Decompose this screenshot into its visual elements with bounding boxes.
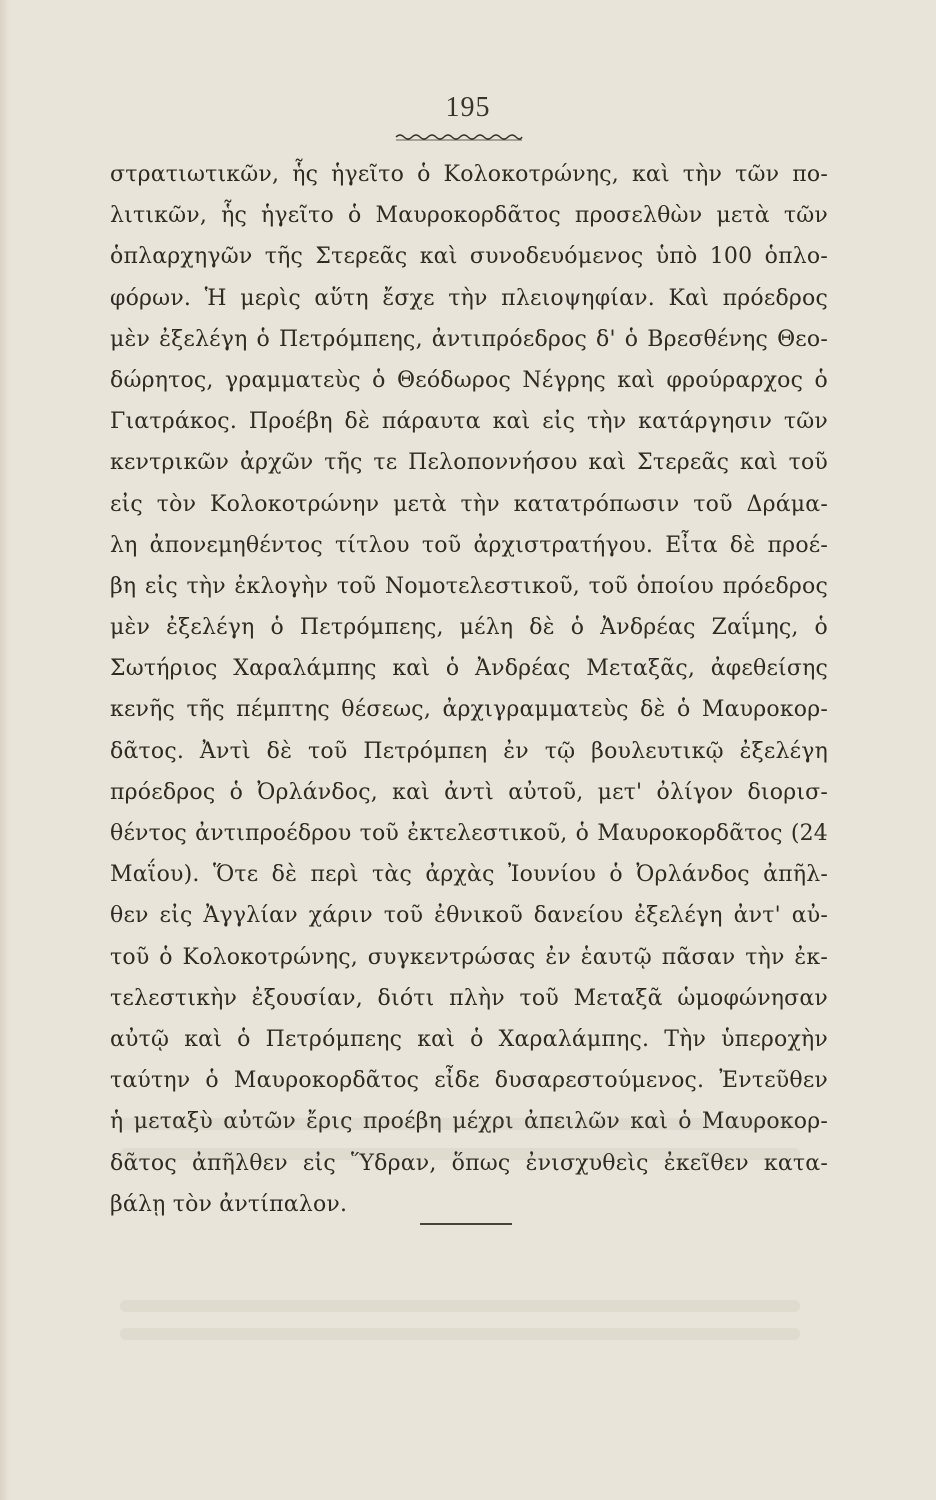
bleed-through-shadow <box>120 1118 800 1130</box>
page-edge <box>0 0 10 1500</box>
text-line: ὁπλαρχηγῶν τῆς Στερεᾶς καὶ συνοδευόμενος ὑπὸ 100 ὁπλο- <box>110 244 828 270</box>
body-text <box>110 154 828 1225</box>
text-line: στρατιωτικῶν, ἧς ἡγεῖτο ὁ Κολοκοτρώνης, καὶ τὴν τῶν πο- <box>110 162 828 187</box>
text-line: μὲν ἐξελέγη ὁ Πετρόμπεης, ἀντιπρόεδρος δ' ὁ Βρεσθένης Θεο- <box>110 326 828 352</box>
text-line: κεντρικῶν ἀρχῶν τῆς τε Πελοποννήσου καὶ Στερεᾶς καὶ τοῦ <box>110 450 828 476</box>
text-line: θέντος ἀντιπροέδρου τοῦ ἐκτελεστικοῦ, ὁ Μαυροκορδᾶτος (24 <box>110 821 828 846</box>
text-line: θεν εἰς Ἀγγλίαν χάριν τοῦ ἐθνικοῦ δανείου ἐξελέγη ἀντ' αὐ- <box>110 903 828 929</box>
text-line: βη εἰς τὴν ἐκλογὴν τοῦ Νομοτελεστικοῦ, τοῦ ὁποίου πρόεδρος <box>110 573 828 599</box>
bleed-through-shadow <box>120 1148 800 1160</box>
text-line: μὲν ἐξελέγη ὁ Πετρόμπεης, μέλη δὲ ὁ Ἀνδρέας Ζαΐμης, ὁ <box>110 615 828 641</box>
text-line: Γιατράκος. Προέβη δὲ πάραυτα καὶ εἰς τὴν κατάργησιν τῶν <box>110 409 828 435</box>
text-line: δᾶτος. Ἀντὶ δὲ τοῦ Πετρόμπεη ἐν τῷ βουλευτικῷ ἐξελέγη <box>110 738 828 764</box>
text-line: Σωτήριος Χαραλάμπης καὶ ὁ Ἀνδρέας Μεταξᾶς, ἀφεθείσης <box>110 656 828 682</box>
ornamental-rule <box>394 132 524 142</box>
text-line: κενῆς τῆς πέμπτης θέσεως, ἀρχιγραμματεὺς δὲ ὁ Μαυροκορ- <box>110 697 828 723</box>
section-divider <box>420 1223 512 1225</box>
text-line: βάλῃ τὸν ἀντίπαλον. <box>110 1191 348 1217</box>
text-line: ταύτην ὁ Μαυροκορδᾶτος εἶδε δυσαρεστούμενος. Ἐντεῦθεν <box>110 1068 828 1094</box>
text-line: φόρων. Ἡ μερὶς αὕτη ἔσχε τὴν πλειοψηφίαν. Καὶ πρόεδρος <box>110 285 828 311</box>
text-line: λιτικῶν, ἧς ἡγεῖτο ὁ Μαυροκορδᾶτος προσελθὼν μετὰ τῶν <box>110 203 828 229</box>
text-line: αὐτῷ καὶ ὁ Πετρόμπεης καὶ ὁ Χαραλάμπης. Τὴν ὑπεροχὴν <box>110 1026 828 1052</box>
text-line: δώρητος, γραμματεὺς ὁ Θεόδωρος Νέγρης καὶ φρούραρχος ὁ <box>110 367 828 393</box>
text-line: τελεστικὴν ἐξουσίαν, διότι πλὴν τοῦ Μεταξᾶ ὡμοφώνησαν <box>110 985 828 1011</box>
bleed-through-shadow <box>120 1328 800 1340</box>
bleed-through-shadow <box>120 1300 800 1312</box>
text-line: λη ἀπονεμηθέντος τίτλου τοῦ ἀρχιστρατήγου. Εἶτα δὲ προέ- <box>110 532 828 558</box>
text-line: δᾶτος ἀπῆλθεν εἰς Ὕδραν, ὅπως ἐνισχυθεὶς ἐκεῖθεν κατα- <box>110 1150 828 1176</box>
page-number: 195 <box>445 92 491 123</box>
text-line: ἡ μεταξὺ αὐτῶν ἔρις προέβη μέχρι ἀπειλῶν καὶ ὁ Μαυροκορ- <box>110 1109 828 1135</box>
text-line: Μαΐου). Ὅτε δὲ περὶ τὰς ἀρχὰς Ἰουνίου ὁ Ὀρλάνδος ἀπῆλ- <box>110 862 828 888</box>
text-line: τοῦ ὁ Κολοκοτρώνης, συγκεντρώσας ἐν ἑαυτῷ πᾶσαν τὴν ἐκ- <box>110 944 828 970</box>
text-line: πρόεδρος ὁ Ὀρλάνδος, καὶ ἀντὶ αὐτοῦ, μετ' ὀλίγον διορισ- <box>110 779 828 805</box>
text-line: εἰς τὸν Κολοκοτρώνην μετὰ τὴν κατατρόπωσιν τοῦ Δράμα- <box>110 491 828 517</box>
